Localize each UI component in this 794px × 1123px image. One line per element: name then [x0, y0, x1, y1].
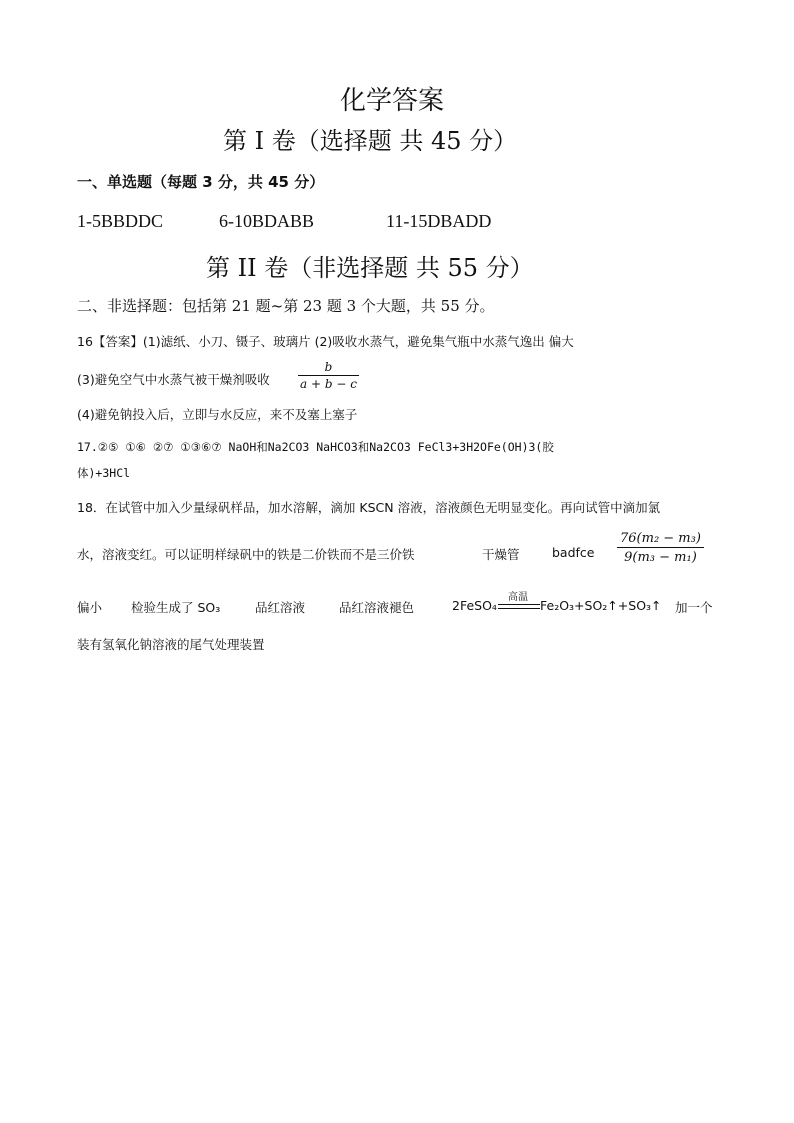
- q16-line-1: 16【答案】(1)滤纸、小刀、镊子、玻璃片 (2)吸收水蒸气，避免集气瓶中水蒸气逸出 偏大: [77, 334, 574, 349]
- q16-fraction-denominator: a + b − c: [300, 377, 357, 391]
- q18-item-2: 检验生成了 SO₃: [131, 600, 221, 615]
- q18-line-1: 18．在试管中加入少量绿矾样品，加水溶解，滴加 KSCN 溶液，溶液颜色无明显变化。再向试管中滴加氯: [77, 500, 661, 515]
- q18-fraction: [617, 531, 704, 565]
- q17-line-1: 17.②⑤ ①⑥ ②⑦ ①③⑥⑦ NaOH和Na2CO3 NaHCO3和Na2CO3 FeCl3+3H2OFe(OH)3(胶: [77, 440, 554, 454]
- q18-line-3-tail: 加一个: [675, 600, 713, 615]
- q16-fraction-numerator: b: [324, 360, 333, 374]
- q18-blank-2: badfce: [552, 545, 595, 560]
- answer-group-3: 11-15DBADD: [386, 211, 492, 231]
- part1-section-title: 一、单选题（每题 3 分，共 45 分）: [77, 173, 325, 191]
- answer-group-2: 6-10BDABB: [219, 211, 315, 231]
- equation-reactant: 2FeSO₄: [452, 598, 497, 613]
- part2-section-title: 二、非选择题：包括第 21 题~第 23 题 3 个大题，共 55 分。: [77, 297, 495, 315]
- equation-condition: 高温: [508, 592, 528, 603]
- q18-line-4: 装有氢氧化钠溶液的尾气处理装置: [77, 637, 265, 652]
- q18-fraction-numerator: 76(m₂ − m₃): [620, 531, 701, 546]
- equation-double-line: [498, 604, 540, 609]
- q18-item-1: 偏小: [77, 600, 103, 615]
- q16-fraction: [298, 360, 359, 391]
- q18-fraction-denominator: 9(m₃ − m₁): [617, 547, 704, 565]
- page-title: 化学答案: [340, 86, 445, 116]
- answer-group-1: 1-5BBDDC: [77, 211, 164, 231]
- q18-item-3: 品红溶液: [255, 600, 306, 615]
- equation-products: Fe₂O₃+SO₂↑+SO₃↑: [540, 598, 662, 613]
- q18-line-2: 水，溶液变红。可以证明样绿矾中的铁是二价铁而不是三价铁: [77, 547, 415, 562]
- part1-heading: 第 I 卷（选择题 共 45 分）: [223, 127, 518, 155]
- part2-heading: 第 II 卷（非选择题 共 55 分）: [206, 254, 534, 282]
- q16-line-3: (4)避免钠投入后，立即与水反应，来不及塞上塞子: [77, 407, 358, 422]
- q16-line-2: (3)避免空气中水蒸气被干燥剂吸收: [77, 372, 270, 387]
- q18-item-4: 品红溶液褪色: [339, 600, 415, 615]
- q18-blank-1: 干燥管: [482, 547, 520, 562]
- q17-line-2: 体)+3HCl: [77, 466, 131, 480]
